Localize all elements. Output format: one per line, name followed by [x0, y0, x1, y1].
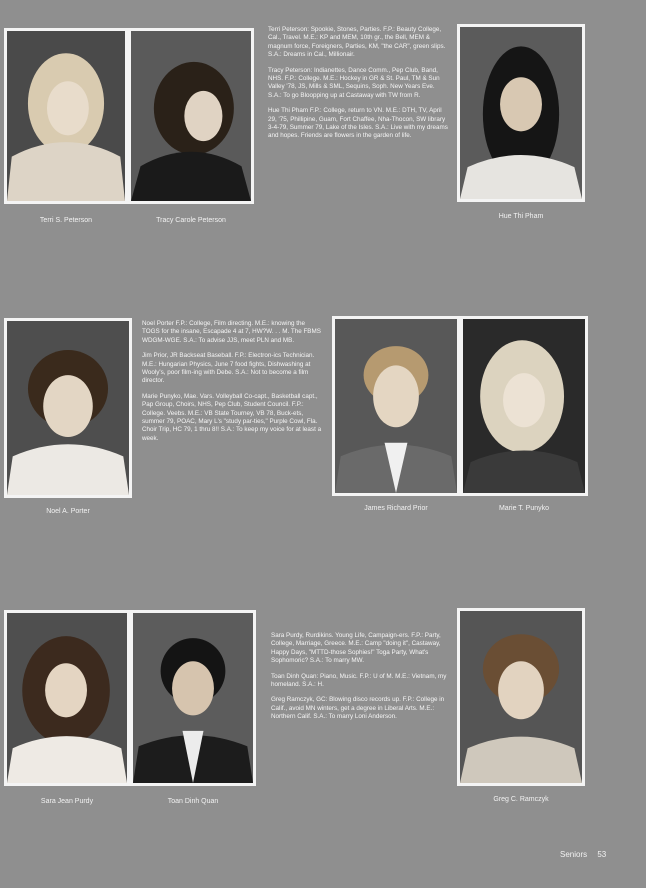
bio-terri-peterson: Terri Peterson: Spookie, Stones, Parties. F.P.: Beauty College, Cal., Travel. M.E.: KP and MEM, 10th gr., the Bell, MEM & magnum force, Foreigners, Parties, KM, "the CAR", green slips. S.A.: Dreams in Cal., Millionair. [268, 26, 446, 59]
photo-terri-peterson [4, 28, 128, 204]
page-footer [560, 850, 606, 859]
name-hue-pham: Hue Thi Pham [498, 213, 544, 220]
page-number: 53 [597, 850, 607, 859]
bio-sara-purdy: Sara Purdy, Rurdikins. Young Life, Campaign-ers. F.P.: Party, College, Marriage, Greece. M.E.: Camp "doing it", Castaway, Happy Days, "MTTD-those Sophies!" Toga Party, What's Sophomoric? S.A.: To marry MW. [271, 632, 441, 665]
name-sara-purdy: Sara Jean Purdy [40, 798, 94, 805]
bio-block-3 [271, 632, 451, 729]
bio-block-2 [142, 320, 322, 450]
bio-noel-porter: Noel Porter F.P.: College, Film directing. M.E.: knowing the TOGS for the insane, Escapade 4 at 7, HW?W. . . M. The FBMS WDGM-WGE. S.A.: To advise JJS, meet PLN and MB. [142, 320, 321, 344]
section-label: Seniors [560, 850, 588, 859]
photo-marie-punyko [460, 316, 588, 496]
photo-james-prior [332, 316, 460, 496]
name-tracy-peterson: Tracy Carole Peterson [156, 217, 226, 224]
photo-toan-quan [130, 610, 256, 786]
bio-tracy-peterson: Tracy Peterson: Indianettes, Dance Comm., Pep Club, Band, NHS. F.P.: College. M.E.: Hockey in GR & St. Paul, TM & Sun Valley '78, JS, Mills & SML, Sequins, Soph. New Years Eve. S.A.: To go Bloopping up at Castaway with TW from R. [268, 66, 440, 99]
name-noel-porter: Noel A. Porter [46, 508, 90, 515]
photo-hue-pham [457, 24, 585, 202]
name-terri-peterson: Terri S. Peterson [39, 217, 93, 224]
bio-hue-pham: Hue Thi Pham F.P.: College, return to VN. M.E.: DTH, TV, April 29, '75, Phillipine, Guam, Fort Chaffee, Nha-Thocon, SW library 3-4-79, Summer 79, Lake of the Isles. S.A.: Live with my dreams and hopes. Friends are flowers in the garden of life. [268, 107, 448, 140]
bio-greg-ramczyk: Greg Ramczyk, GC: Blowing disco records up. F.P.: College in Calif., avoid MN winters, get a degree in Liberal Arts. M.E.: Northern Calif. S.A.: To marry Loni Anderson. [271, 696, 445, 721]
bio-block-1 [268, 26, 448, 148]
bio-james-prior: Jim Prior, JR Backseat Baseball. F.P.: Electron-ics Technician. M.E.: Hungarian Physics, June 7 food fights, Dishwashing at Wooly's, poor film-ing with Debe. S.A.: Not to become a film director. [142, 352, 315, 385]
bio-toan-quan: Toan Dinh Quan: Piano, Music. F.P.: U of M. M.E.: Vietnam, my homeland. S.A.: H. [271, 672, 447, 689]
name-greg-ramczyk: Greg C. Ramczyk [493, 796, 549, 803]
photo-tracy-peterson [128, 28, 254, 204]
photo-noel-porter [4, 318, 132, 498]
photo-greg-ramczyk [457, 608, 585, 786]
name-toan-quan: Toan Dinh Quan [167, 798, 219, 805]
name-marie-punyko: Marie T. Punyko [498, 505, 550, 512]
photo-sara-purdy [4, 610, 130, 786]
bio-marie-punyko: Marie Punyko, Mae. Vars. Volleyball Co-capt., Basketball capt., Pap Group, Choirs, NHS, Pep Club, Student Council. F.P.: College. Veebs. M.E.: VB State Tourney, VB 78, Buck-ets, summer 79, POAC, Mary L's "study par-ties," Purple Cowl, Fla. Choir Trip, HC 79, 1 thru 8!! S.A.: To keep my voice for at least a week. [142, 392, 322, 442]
name-james-prior: James Richard Prior [364, 505, 428, 512]
